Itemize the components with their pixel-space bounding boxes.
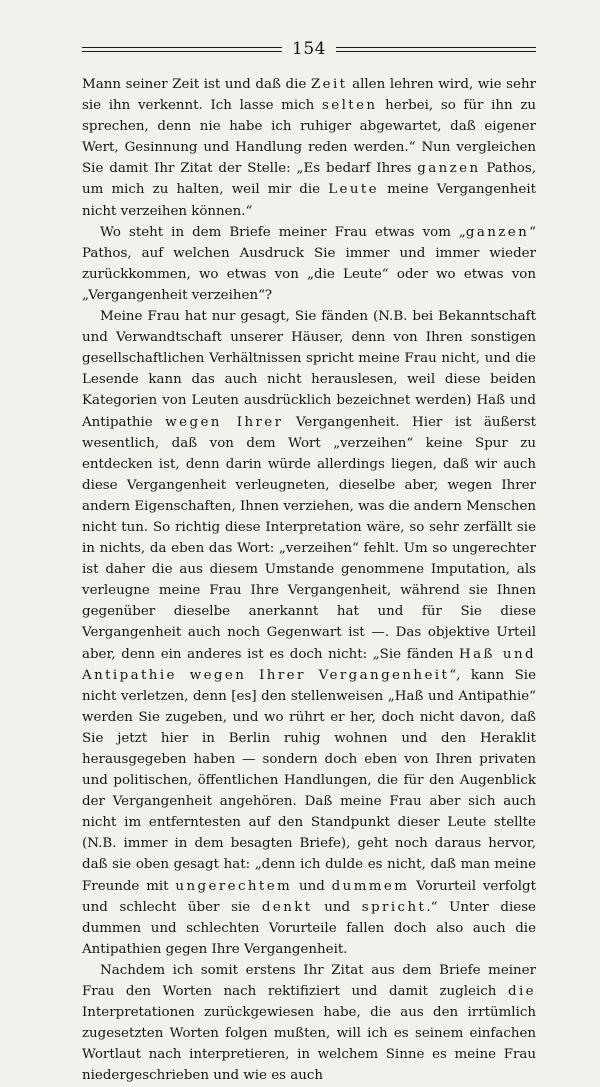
text-run: Wo steht in dem Briefe meiner Frau etwas vom „ <box>100 224 466 240</box>
spaced-emphasis-text: Zeit <box>310 77 348 92</box>
text-run: Interpretationen zurückgewiesen habe, die aus den irrtümlich zugesetzten Worten folgen mußten, will ich es seinem einfachen Wortlaut nach interpretieren, in welchem Sinne es meine Frau niedergeschrieben und wie es auch <box>82 1005 536 1084</box>
header-rule-right <box>336 47 536 52</box>
text-run: Pathos, um mich zu halten, weil mir die <box>82 161 536 198</box>
text-run: und <box>292 878 332 894</box>
spaced-emphasis-text: ganzen <box>417 161 481 177</box>
paragraph <box>82 960 536 1087</box>
paragraph <box>82 74 536 222</box>
spaced-emphasis-text: ganzen <box>465 224 530 240</box>
text-run: meine Vergangenheit nicht verzeihen können.“ <box>82 182 537 219</box>
spaced-emphasis-text: Leute <box>328 182 380 198</box>
paragraph <box>82 222 536 306</box>
text-run: “, kann Sie nicht verletzen, denn [es] den stellenweisen „Haß und Antipathie“ werden Sie zugeben, und wo rührt er her, doch nicht davon, daß Sie jetzt hier in Berlin ruhig wohnen und den Heraklit herausgegeben haben — sondern doch eben von Ihren privaten und politischen, öffentlichen Handlungen, die für den Augenblick der Vergangenheit angehören. Daß meine Frau aber sich auch nicht im entferntesten auf den Standpunkt dieser Leute stellte (N.B. immer in dem besagten Briefe), geht noch daraus hervor, daß sie oben gesagt hat: „denn ich dulde es nicht, daß man meine Freunde mit <box>82 667 536 894</box>
text-run: und <box>312 899 362 915</box>
text-run: Vergangenheit. Hier ist äußerst wesentlich, daß von dem Wort „verzeihen“ keine Spur zu entdecken ist, denn darin würde allerdings liegen, daß wir auch diese Vergangenheit verleugneten, dieselbe aber, wegen Ihrer andern Eigenschaften, Ihnen verziehen, was die andern Menschen nicht tun. So richtig diese Interpretation wäre, so sehr zerfällt sie in nichts, da eben das Wort: „verzeihen“ fehlt. Um so ungerechter ist daher die aus diesem Umstande genommene Imputation, als verleugne meine Frau Ihre Vergangenheit, während sie Ihnen gegenüber dieselbe anerkannt hat und für Sie diese Vergangenheit auch noch Gegenwart ist —. Das objektive Urteil aber, denn ein anderes ist es doch nicht: „Sie fänden <box>82 414 537 662</box>
page-number: 154 <box>292 39 326 59</box>
text-run: “ Pathos, auf welchen Ausdruck Sie immer und immer wieder zurückkommen, wo etwas von „die Leute“ oder wo etwas von „Vergangenheit verzeihen“? <box>82 224 536 303</box>
text-run: Nachdem ich somit erstens Ihr Zitat aus dem Briefe meiner Frau den Worten nach rektifiziert und damit zugleich <box>82 962 536 1000</box>
page-header <box>82 34 536 64</box>
text-run: .“ Unter diese dummen und schlechten Vorurteile fallen doch also auch die Antipathien gegen Ihre Vergangenheit. <box>82 899 536 957</box>
text-run: Meine Frau hat nur gesagt, Sie fänden (N.B. bei Bekanntschaft und Verwandtschaft unserer Häuser, denn von Ihren sonstigen gesellschaftlichen Verhältnissen spricht meine Frau nicht, und die Lesende kann das auch nicht herauslesen, weil diese beiden Kategorien von Leuten ausdrücklich bezeichnet werden) Haß und Antipathie <box>82 309 536 430</box>
spaced-emphasis-text: wegen Ihrer <box>165 414 284 430</box>
text-run: allen lehren wird, wie sehr sie ihn verkennt. Ich lasse mich <box>82 77 536 114</box>
text-run: herbei, so für ihn zu sprechen, denn nie habe ich ruhiger abgewartet, daß eigener Wert, Gesinnung und Handlung reden werden.“ Nun vergleichen Sie damit Ihr Zitat der Stelle: „Es bedarf Ihres <box>82 98 536 177</box>
text-run: Mann seiner Zeit ist und daß die <box>82 77 311 92</box>
spaced-emphasis-text: ungerechtem <box>175 878 293 894</box>
text-run: Vorurteil verfolgt und schlecht über sie <box>82 878 536 915</box>
body-text <box>82 74 536 1087</box>
spaced-emphasis-text: Haß und Antipathie wegen Ihrer Vergangenheit <box>82 646 536 683</box>
spaced-emphasis-text: dummem <box>331 878 410 894</box>
header-rule-left <box>82 47 282 52</box>
spaced-emphasis-text: denkt <box>261 899 313 915</box>
spaced-emphasis-text: die <box>507 984 536 1000</box>
paragraph <box>82 306 536 960</box>
spaced-emphasis-text: spricht <box>361 899 427 915</box>
spaced-emphasis-text: selten <box>321 98 378 114</box>
